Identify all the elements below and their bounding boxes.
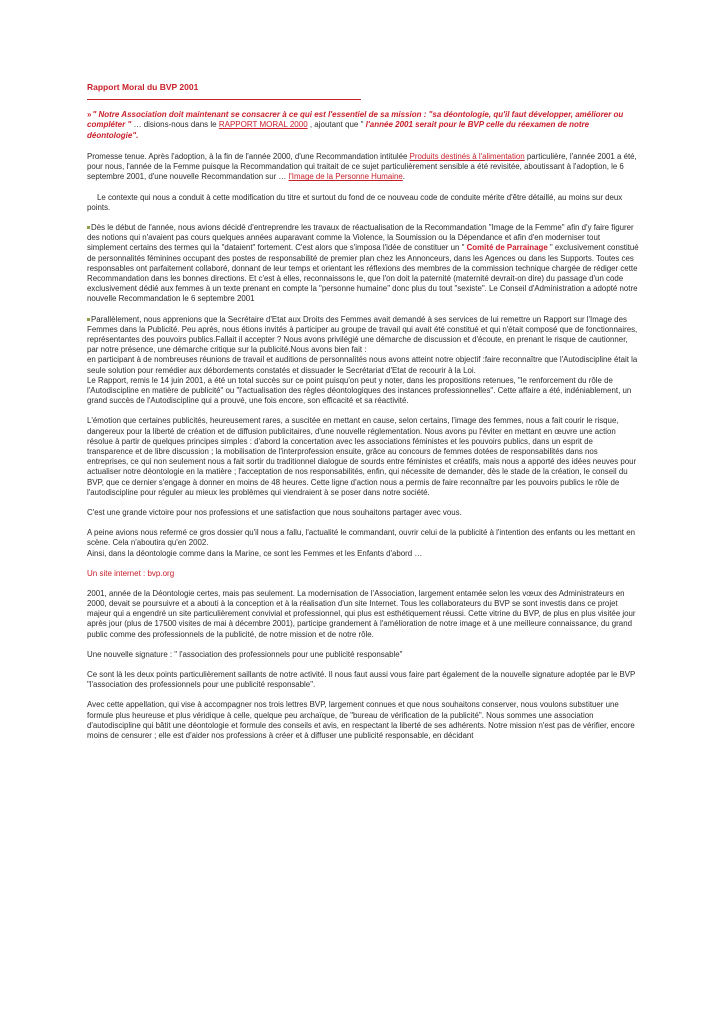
p7-text-a: A peine avions nous refermé ce gros dossier qu'il nous a fallu, l'actualité le commandant, ouvrir celui de la publicité à l'intention des enfants ou les mettant en scène. Cela n'aboutira qu'en 2002. — [87, 528, 635, 548]
p3-text-b: " exclusivement constitué de personnalités féminines occupant des postes de responsabilité de premier plan chez les Annonceurs, dans les Agences ou dans les Supports. Toutes ces responsables ont parfaitement collaboré, donnant de leur temps et orientant les réflexions des membres de la commission technique chargée de rédiger cette Recommandation dans les bonnes directions. Et c'est à elles, reconnaissons le, que l'on doit la paternité (maternité devrait-on dire) du passage d'un code exclusivement dédié aux femmes à un texte prenant en compte la "personne humaine" donc plus du tout "sexiste". Le Conseil d'Administration a adopté notre nouvelle Recommandation le 6 septembre 2001 — [87, 243, 639, 304]
quote-plain-1: … disions-nous dans le — [131, 120, 219, 130]
p4-text-a: Parallèlement, nous apprenions que la Secrétaire d'Etat aux Droits des Femmes avait demandé à ses services de lui remettre un Rapport sur l'Image des Femmes dans la Publicité. Peu après, nous étions invités à participer au groupe de travail qui avait été constitué et qui n'était composé que de fonctionnaires, représentantes des pouvoirs publics.Fallait il accepter ? Nous avons privilégié une démarche de discussion et d'écoute, en prenant le risque de cautionner, par notre présence, une démarche critique sur la publicité.Nous avons bien fait : — [87, 314, 638, 355]
document-page — [87, 82, 639, 751]
paragraph-promesse — [87, 152, 639, 183]
comite-parrainage: Comité de Parrainage — [466, 243, 548, 253]
quote-plain-2: , ajoutant que " — [307, 120, 364, 130]
paragraph-victoire: C'est une grande victoire pour nos professions et une satisfaction que nous souhaitons partager avec vous. — [87, 507, 462, 517]
intro-quote — [87, 110, 639, 141]
bullet-icon — [87, 318, 90, 321]
paragraph-debut-annee — [87, 223, 639, 305]
paragraph-parallelement — [87, 315, 639, 407]
image-personne-humaine-link[interactable]: l'Image de la Personne Humaine — [288, 172, 403, 182]
page-title: Rapport Moral du BVP 2001 — [87, 82, 199, 92]
quote-italic-2: l'année 2001 serait pour le BVP celle du réexamen de notre déontologie". — [87, 120, 590, 140]
p1-text-a: Promesse tenue. Après l'adoption, à la fin de l'année 2000, d'une Recommandation intitulée — [87, 151, 410, 161]
paragraph-nouvelle-signature: Une nouvelle signature : " l'association des professionnels pour une publicité responsable" — [87, 649, 403, 659]
rapport-moral-2000-link[interactable]: RAPPORT MORAL 2000 — [218, 120, 308, 130]
paragraph-emotion: L'émotion que certaines publicités, heureusement rares, a suscitée en mettant en cause, selon certains, l'image des femmes, nous a fait courir le risque, dangereux pour la liberté de création et de diffusion publicitaires, d'une nouvelle réglementation. Nous avons pu l'éviter en mettant en œuvre une action résolue à partir de quelques principes simples : d'abord la concertation avec les associations féministes et les pouvoirs publics, dans un esprit de transparence et de libre discussion ; la mobilisation de l'interprofession ensuite, grâce au concours de femmes dotées de responsabilités dans nos entreprises, ce qui non seulement nous a fait sortir du traditionnel dialogue de sourds entre féministes et créatifs, mais nous a apporté des idées neuves pour actualiser notre déontologie en la matière ; l'acceptation de nos responsabilités, enfin, qui nécessite de demander, dès le stade de la création, le conseil du BVP, que ce dernier s'engage à donner en moins de 48 heures. Cette ligne d'action nous a permis de faire reconnaître par les pouvoirs publics le rôle de l'autodiscipline pour réguler au mieux les problèmes qui viendraient à se poser dans notre société. — [87, 416, 637, 497]
double-chevron-icon: » — [87, 110, 90, 119]
title-divider — [87, 99, 361, 100]
paragraph-site-internet: 2001, année de la Déontologie certes, mais pas seulement. La modernisation de l'Association, largement entamée selon les vœux des Administrateurs en 2000, devait se poursuivre et a abouti à la conception et à la réalisation d'un site Internet. Tous les collaborateurs du BVP se sont investis dans ce projet majeur qui a engendré un site particulièrement convivial et professionnel, qui plus est esthétiquement réussi. Cette vitrine du BVP, de plus en plus visitée jour après jour (plus de 17500 visites de mai à décembre 2001), participe grandement à l'amélioration de notre image et à une meilleure connaissance, du grand public comme des professionnels de la publicité, de notre mission et de notre rôle. — [87, 588, 636, 639]
produits-alimentation-link[interactable]: Produits destinés à l'alimentation — [409, 151, 525, 161]
paragraph-points-saillants: Ce sont là les deux points particulièrement saillants de notre activité. Il nous faut aussi vous faire part également de la nouvelle signature adoptée par le BVP "l'association des professionnels pour une publicité responsable". — [87, 670, 636, 690]
paragraph-appellation: Avec cette appellation, qui vise à accompagner nos trois lettres BVP, largement connues et que nous souhaitons conserver, nous voulons substituer une formule plus heureuse et plus véridique à celle, quelque peu archaïque, de "bureau de vérification de la publicité". Nous sommes une association d'autodiscipline qui bâtit une déontologie et formule des conseils et avis, en respectant la liberté de ses adhérents. Notre mission n'est pas de vérifier, encore moins de censurer ; elle est d'aider nos professions à créer et à diffuser une publicité responsable, en décidant — [87, 700, 635, 741]
p7-text-b: Ainsi, dans la déontologie comme dans la Marine, ce sont les Femmes et les Enfants d'abord … — [87, 548, 423, 558]
p4-text-b: en participant à de nombreuses réunions de travail et auditions de personnalités nous avons atteint notre objectif :faire reconnaître que l'Autodiscipline était la seule solution pour remédier aux débordements constatés et dissuader le Secrétariat d'Etat de recourir à la Loi. — [87, 355, 638, 375]
bullet-icon — [87, 226, 90, 229]
paragraph-contexte: Le contexte qui nous a conduit à cette modification du titre et surtout du fond de ce nouveau code de conduite mérite d'être détaillé, au moins sur deux points. — [87, 192, 623, 212]
p1-text-b: particulière, l'année 2001 a été, pour nous, l'année de la Femme puisque la Recommandation qui traitait de ce sujet particulièrement sensible a été revisitée, aboutissant à l'adoption, le 6 septembre 2001, d'une nouvelle Recommandation sur … — [87, 151, 637, 182]
p4-text-c: Le Rapport, remis le 14 juin 2001, a été un total succès sur ce point puisqu'on peut y noter, dans les propositions retenues, "le renforcement du rôle de l'Autodiscipline en matière de publicité" ou "l'actualisation des règles déontologiques des instances professionnelles". Cette affaire a été, indéniablement, un grand succès de l'Autodiscipline qui a prouvé, une fois encore, son efficacité et sa réactivité. — [87, 375, 632, 406]
quote-italic-1: " Notre Association doit maintenant se consacrer à ce qui est l'essentiel de sa mission : "sa déontologie, qu'il faut développer, améliorer ou compléter " — [87, 110, 624, 130]
p1-text-c: . — [402, 172, 405, 182]
p3-text-a: Dès le début de l'année, nous avions décidé d'entreprendre les travaux de réactualisation de la Recommandation "Image de la Femme" afin d'y faire figurer des notions qui n'avaient pas cours quelques années auparavant comme la Violence, la Soumission ou la Dépendance et afin d'en moderniser tout simplement certains des termes qui la "dataient" fortement. C'est alors que s'imposa l'idée de constituer un " — [87, 222, 634, 253]
section-heading-site-internet: Un site internet : bvp.org — [87, 568, 175, 578]
paragraph-enfants — [87, 528, 639, 559]
